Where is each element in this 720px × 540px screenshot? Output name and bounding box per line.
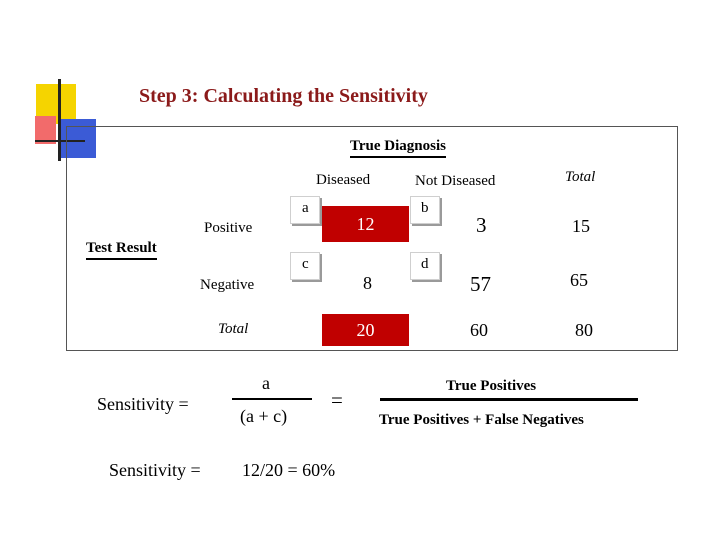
cell-b-label: b [421,200,429,216]
sensitivity-result-value: 12/20 = 60% [242,460,336,480]
formula-fraction-line [232,398,312,400]
diseased-total: 20 [356,320,375,340]
cell-a-label: a [302,200,309,216]
page-title: Step 3: Calculating the Sensitivity [139,85,428,107]
negative-total: 65 [570,270,588,290]
cell-d-value: 57 [470,272,491,296]
cell-c-box [290,252,320,280]
cell-c-label: c [302,256,309,272]
diseased-total-highlight [322,314,409,346]
vertical-rule [58,79,61,161]
cell-a-value: 12 [356,214,375,234]
words-denominator: True Positives + False Negatives [379,412,584,428]
cell-a-value-highlight [322,206,409,242]
cell-c-value: 8 [363,273,372,293]
positive-total: 15 [572,216,590,236]
cell-d-label: d [421,256,429,272]
sensitivity-result-label: Sensitivity = [109,460,201,480]
formula-equals: = [331,388,343,412]
cell-d-box [410,252,440,280]
formula-denominator: (a + c) [240,406,288,426]
formula-numerator: a [262,373,270,393]
grand-total: 80 [575,320,593,340]
true-diagnosis-header: True Diagnosis [350,138,446,158]
words-numerator: True Positives [446,378,537,394]
test-result-label: Test Result [86,240,157,260]
sensitivity-formula-label: Sensitivity = [97,394,189,414]
not-diseased-total: 60 [470,320,488,340]
cell-b-box [410,196,440,224]
row-total: Total [218,321,249,337]
words-fraction-line [380,398,638,401]
row-negative: Negative [200,277,255,293]
row-positive: Positive [204,220,253,236]
col-not-diseased: Not Diseased [415,173,496,189]
cell-a-box [290,196,320,224]
col-total: Total [565,169,596,185]
cell-b-value: 3 [476,213,487,237]
col-diseased: Diseased [316,172,371,188]
